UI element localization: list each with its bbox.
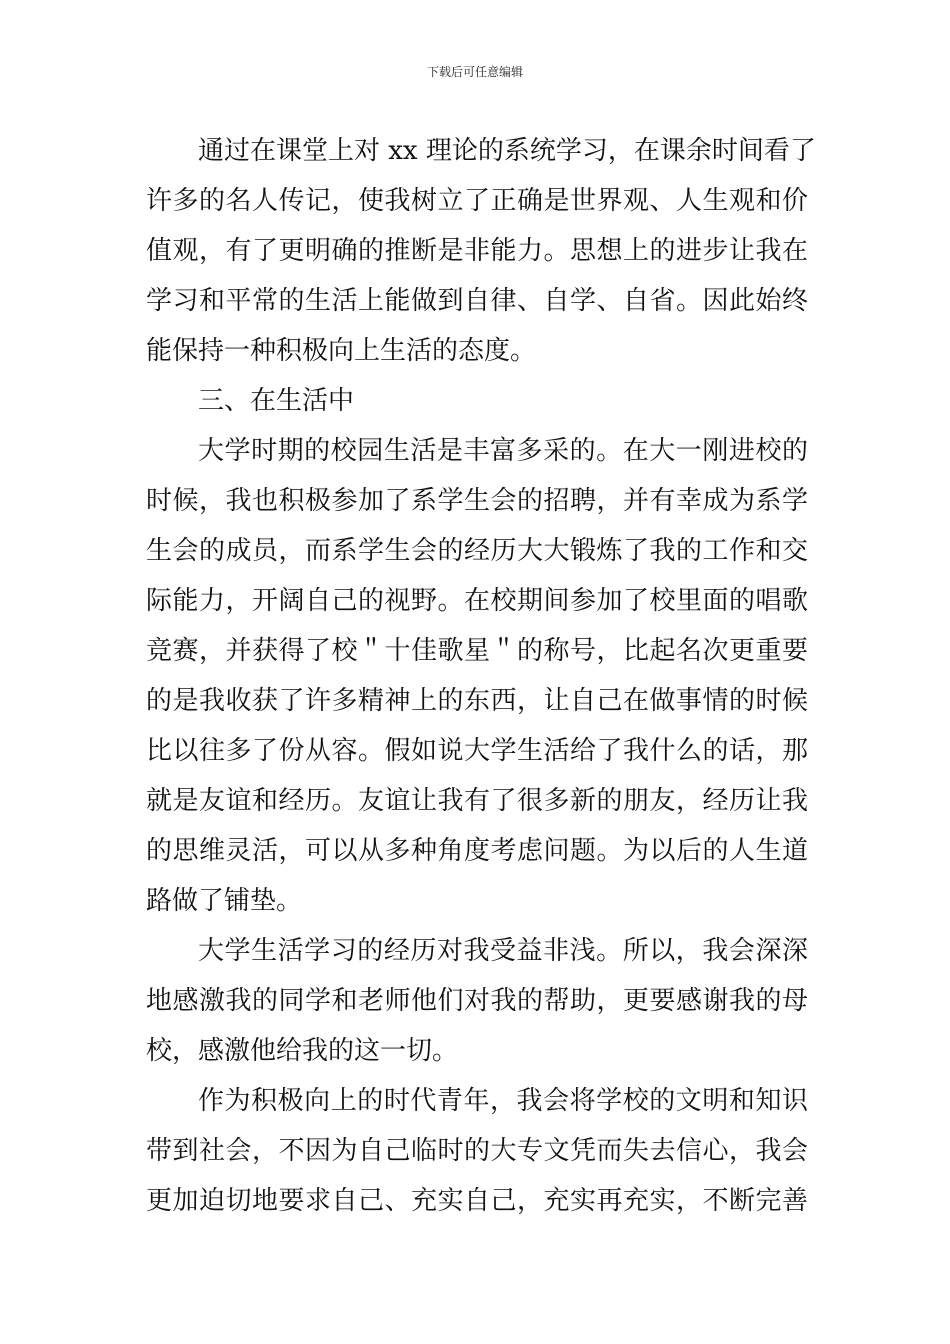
text-line: 生会的成员，而系学生会的经历大大锻炼了我的工作和交 (146, 536, 808, 566)
text-line: 际能力，开阔自己的视野。在校期间参加了校里面的唱歌 (146, 586, 808, 616)
text-line: 带到社会，不因为自己临时的大专文凭而失去信心，我会 (146, 1136, 808, 1166)
text-line: 的是我收获了许多精神上的东西，让自己在做事情的时候 (146, 686, 808, 716)
text-line: 能保持一种积极向上生活的态度。 (146, 336, 537, 366)
text-line: 大学生活学习的经历对我受益非浅。所以，我会深深 (198, 936, 808, 966)
text-line: 地感激我的同学和老师他们对我的帮助，更要感谢我的母 (146, 986, 808, 1016)
text-line: 校，感激他给我的这一切。 (146, 1036, 459, 1066)
text-line: 时候，我也积极参加了系学生会的招聘，并有幸成为系学 (146, 486, 808, 516)
text-line: 就是友谊和经历。友谊让我有了很多新的朋友，经历让我 (146, 786, 808, 816)
text-line: 比以往多了份从容。假如说大学生活给了我什么的话，那 (146, 736, 808, 766)
text-line: 学习和平常的生活上能做到自律、自学、自省。因此始终 (146, 286, 808, 316)
text-line: 路做了铺垫。 (146, 886, 303, 916)
text-line: 的思维灵活，可以从多种角度考虑问题。为以后的人生道 (146, 836, 808, 866)
text-line: 更加迫切地要求自己、充实自己，充实再充实，不断完善 (146, 1186, 808, 1216)
text-line: 竞赛，并获得了校＂十佳歌星＂的称号，比起名次更重要 (146, 636, 808, 666)
document-body (146, 126, 816, 1226)
text-line: 通过在课堂上对 xx 理论的系统学习，在课余时间看了 (198, 136, 816, 166)
text-line: 许多的名人传记，使我树立了正确是世界观、人生观和价 (146, 186, 808, 216)
text-line: 三、在生活中 (198, 386, 355, 416)
text-line: 大学时期的校园生活是丰富多采的。在大一刚进校的 (198, 436, 808, 466)
text-line: 值观，有了更明确的推断是非能力。思想上的进步让我在 (146, 236, 808, 266)
text-line: 作为积极向上的时代青年，我会将学校的文明和知识 (198, 1086, 808, 1116)
page-header: 下载后可任意编辑 (426, 65, 523, 79)
